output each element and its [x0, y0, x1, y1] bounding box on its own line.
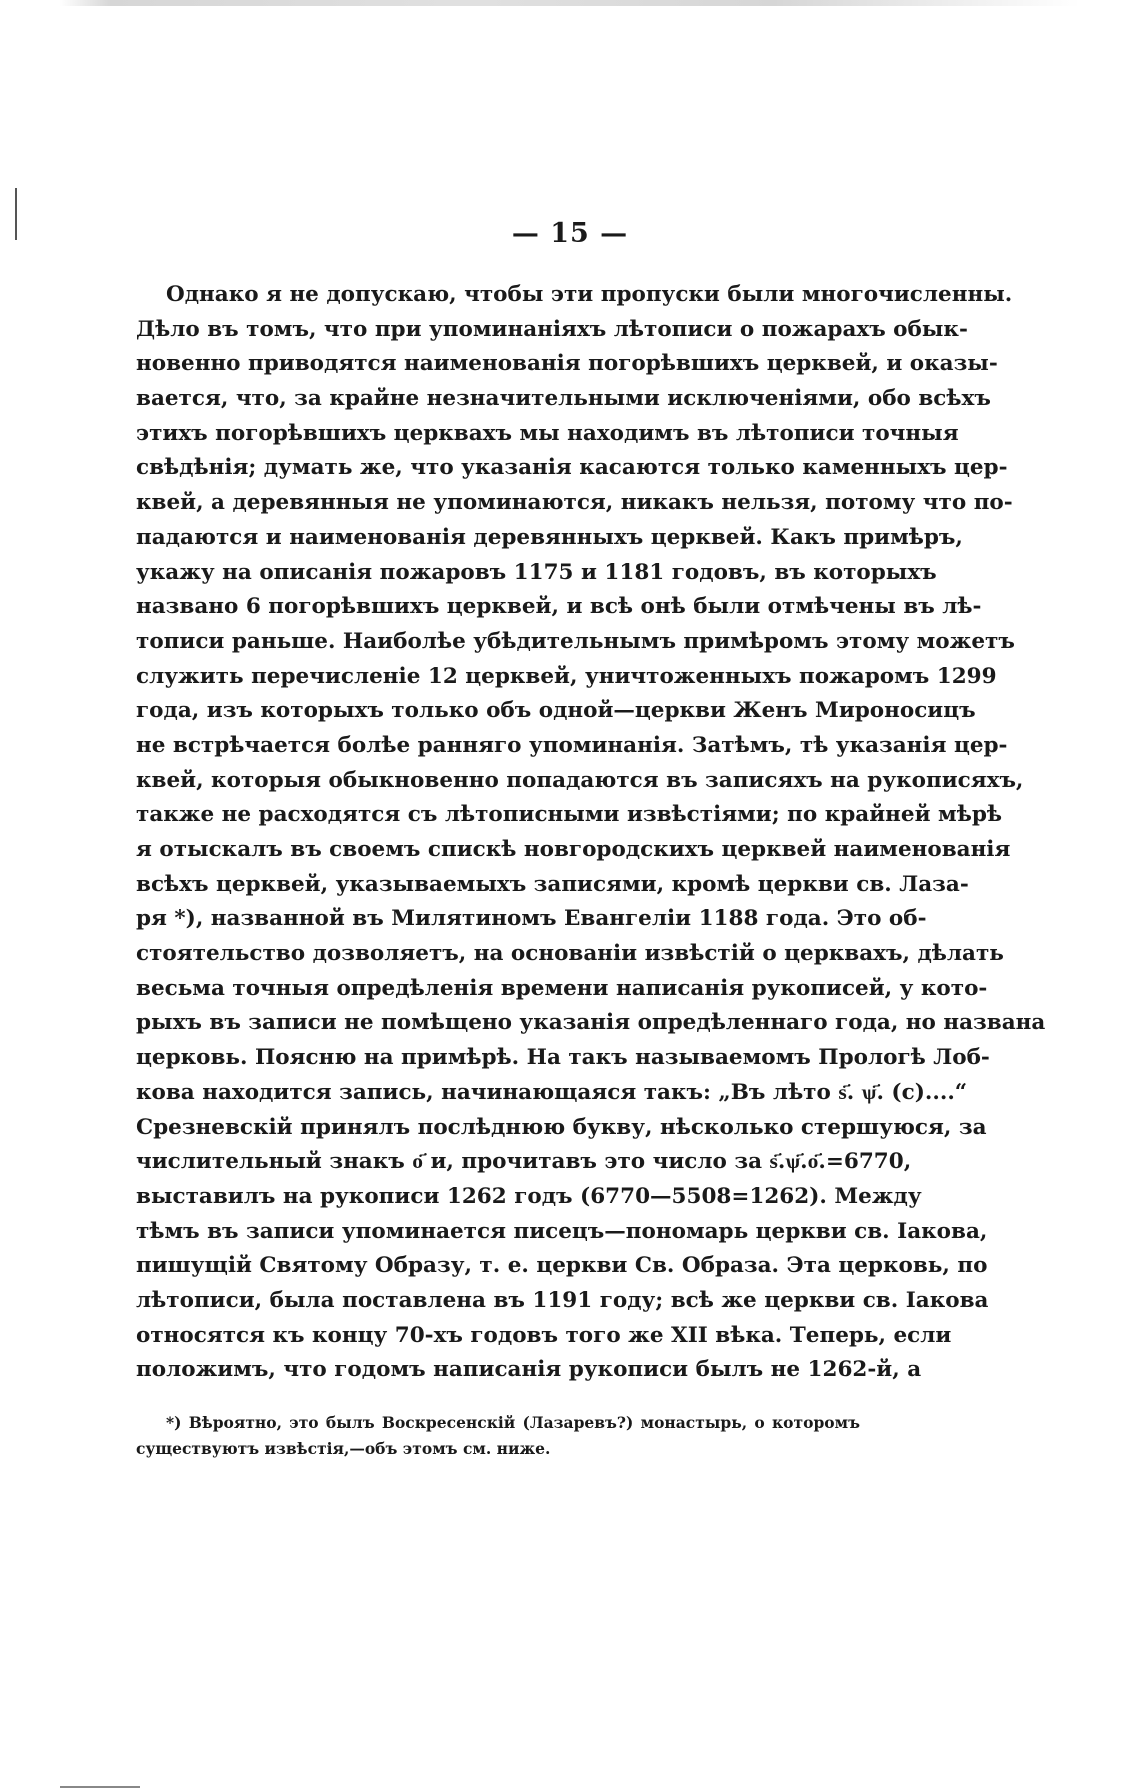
- text-line: свѣдѣнія; думать же, что указанія касаются только каменныхъ цер-: [136, 455, 1008, 481]
- text-line: укажу на описанія пожаровъ 1175 и 1181 годовъ, въ которыхъ: [136, 559, 937, 585]
- text-line: Срезневскій принялъ послѣднюю букву, нѣсколько стершуюся, за: [136, 1114, 987, 1140]
- text-line: относятся къ концу 70-хъ годовъ того же XII вѣка. Теперь, если: [136, 1322, 952, 1348]
- text-line: также не расходятся съ лѣтописными извѣстіями; по крайней мѣрѣ: [136, 802, 1002, 828]
- text-line: Однако я не допускаю, чтобы эти пропуски были многочисленны.: [166, 282, 1013, 307]
- text-line: вается, что, за крайне незначительными исключеніями, обо всѣхъ: [136, 386, 991, 412]
- page-number: — 15 —: [511, 218, 629, 249]
- text-line: названо 6 погорѣвшихъ церквей, и всѣ онѣ были отмѣчены въ лѣ-: [136, 594, 982, 620]
- text-line: квей, которыя обыкновенно попадаются въ записяхъ на рукописяхъ,: [136, 767, 1024, 793]
- text-line: я отыскалъ въ своемъ спискѣ новгородскихъ церквей наименованія: [136, 837, 1011, 862]
- text-line: кова находится запись, начинающаяся такъ: „Въ лѣто ѕ҃. ѱ҃. (с)....“: [136, 1079, 968, 1105]
- scan-edge-strip: [60, 0, 1080, 6]
- footnote-line: *) Вѣроятно, это былъ Воскресенскій (Лазаревъ?) монастырь, о которомъ: [166, 1413, 860, 1432]
- text-line: стоятельство дозволяетъ, на основаніи извѣстій о церквахъ, дѣлать: [136, 941, 1004, 967]
- text-line: числительный знакъ о҃ и, прочитавъ это число за ѕ҃.ѱ҃.о҃.=6770,: [136, 1149, 912, 1175]
- text-line: тописи раньше. Наиболѣе убѣдительнымъ примѣромъ этому можетъ: [136, 628, 1015, 654]
- text-line: пишущій Святому Образу, т. е. церкви Св. Образа. Эта церковь, по: [136, 1253, 988, 1279]
- text-line: ря *), названной въ Милятиномъ Евангеліи 1188 года. Это об-: [136, 906, 927, 932]
- text-line: Дѣло въ томъ, что при упоминаніяхъ лѣтописи о пожарахъ обык-: [136, 316, 968, 342]
- text-line: служить перечисленіе 12 церквей, уничтоженныхъ пожаромъ 1299: [136, 663, 997, 689]
- text-line: тѣмъ въ записи упоминается писецъ—пономарь церкви св. Іакова,: [136, 1218, 988, 1244]
- text-line: рыхъ въ записи не помѣщено указанія опредѣленнаго года, но названа: [136, 1010, 1046, 1036]
- footnote: [136, 1410, 860, 1462]
- text-line: положимъ, что годомъ написанія рукописи былъ не 1262-й, а: [136, 1357, 922, 1383]
- scan-footer-mark: [60, 1786, 140, 1788]
- text-line: этихъ погорѣвшихъ церквахъ мы находимъ въ лѣтописи точныя: [136, 420, 959, 446]
- text-line: всѣхъ церквей, указываемыхъ записями, кромѣ церкви св. Лаза-: [136, 871, 969, 897]
- text-line: не встрѣчается болѣе ранняго упоминанія. Затѣмъ, тѣ указанія цер-: [136, 732, 1008, 758]
- text-line: года, изъ которыхъ только объ одной—церкви Женъ Мироносицъ: [136, 698, 976, 724]
- text-line: лѣтописи, была поставлена въ 1191 году; всѣ же церкви св. Іакова: [136, 1287, 989, 1313]
- text-line: весьма точныя опредѣленія времени написанія рукописей, у кото-: [136, 975, 988, 1001]
- body-text: [136, 278, 1046, 1388]
- text-line: новенно приводятся наименованія погорѣвшихъ церквей, и оказы-: [136, 351, 998, 377]
- text-line: церковь. Поясню на примѣрѣ. На такъ называемомъ Прологѣ Лоб-: [136, 1045, 990, 1071]
- text-line: выставилъ на рукописи 1262 годъ (6770—5508=1262). Между: [136, 1183, 922, 1209]
- footnote-line: существуютъ извѣстія,—объ этомъ см. ниже.: [136, 1439, 551, 1458]
- text-line: падаются и наименованія деревянныхъ церквей. Какъ примѣръ,: [136, 524, 963, 550]
- text-line: квей, а деревянныя не упоминаются, никакъ нельзя, потому что по-: [136, 490, 1013, 516]
